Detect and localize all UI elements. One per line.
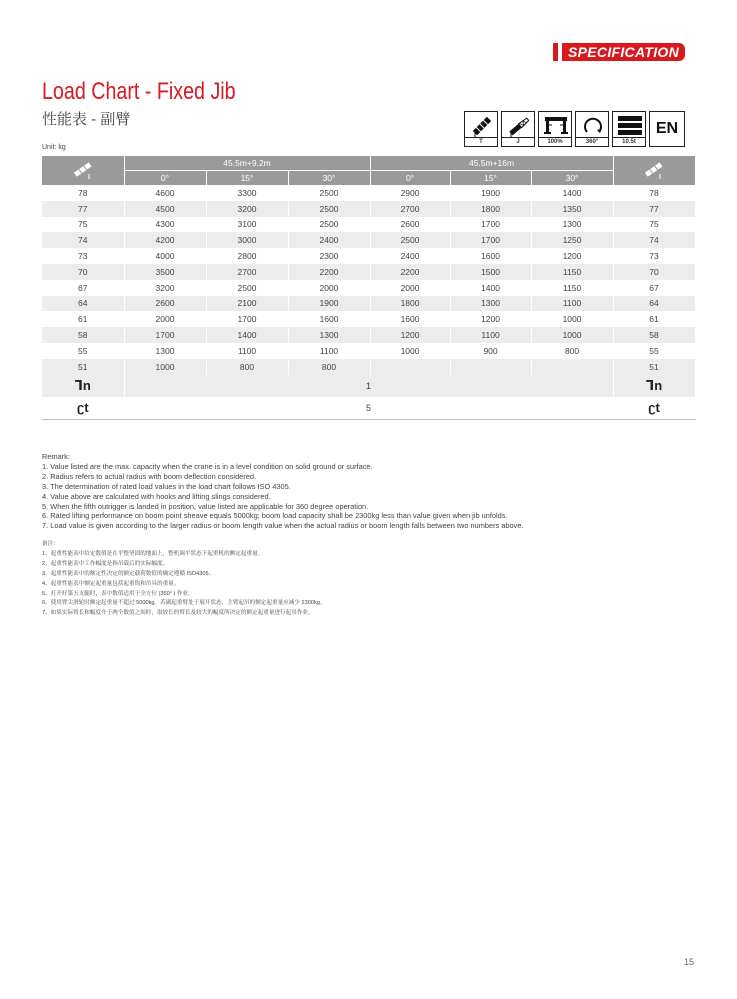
boom-angle-cell: 74: [613, 232, 695, 248]
load-cell: 1300: [450, 296, 531, 312]
load-cell: 1300: [531, 217, 613, 233]
boom-angle-header: [42, 156, 124, 185]
group-header-2: 45.5m+16m: [370, 156, 613, 171]
hook-reeving-icon: Ꞁn: [74, 377, 91, 393]
boom-angle-cell: 73: [42, 248, 124, 264]
icon-caption-outrigger: 100%: [539, 137, 571, 146]
angle-header: 0°: [124, 171, 206, 186]
load-cell: 2000: [288, 280, 370, 296]
table-row: [42, 201, 695, 217]
load-cell: 1700: [124, 327, 206, 343]
boom-angle-cell: 75: [42, 217, 124, 233]
angle-header: 15°: [450, 171, 531, 186]
boom-angle-cell: 73: [613, 248, 695, 264]
remark-item: 1. Value listed are the max. capacity when the crane is in a level condition on solid ground or surface.: [42, 461, 373, 471]
load-cell: [531, 359, 613, 375]
page-subtitle-cn: 性能表 - 副臂: [42, 111, 131, 128]
load-cell: 1300: [288, 327, 370, 343]
boom-angle-cell: 74: [42, 232, 124, 248]
load-cell: 4300: [124, 217, 206, 233]
table-row: [42, 311, 695, 327]
load-cell: 1300: [124, 343, 206, 359]
rotation-icon: [581, 114, 605, 138]
boom-angle-cell: 75: [613, 217, 695, 233]
table-header-row: [42, 156, 695, 171]
boom-angle-cell: 58: [613, 327, 695, 343]
load-cell: 2400: [288, 232, 370, 248]
boom-angle-cell: 78: [42, 185, 124, 201]
load-cell: 2000: [124, 311, 206, 327]
remark-item: 3. The determination of rated load values in the load chart follows ISO 4305.: [42, 481, 291, 491]
load-cell: 2300: [288, 248, 370, 264]
icon-caption-rotation: 360°: [576, 137, 608, 146]
remark-item: 2. Radius refers to actual radius with boom deflection considered.: [42, 471, 257, 481]
hook-weight-icon-cell: [42, 397, 124, 420]
remark-cn-item: 1、起重性能表中给定数值是在平整坚固的地面上，整机调平状态下起重机的额定起重量。: [42, 550, 264, 557]
boom-angle-header-right: [613, 156, 695, 185]
load-cell: 2900: [370, 185, 450, 201]
angle-header: 30°: [531, 171, 613, 186]
load-cell: 4200: [124, 232, 206, 248]
reeving-row: [42, 375, 695, 397]
remark-item: 6. Rated lifting performance on boom point sheave equals 5000kg; boom load capacity shall be 2300kg less than value given when jib unfolds.: [42, 511, 508, 521]
load-cell: [450, 359, 531, 375]
remark-cn-item: 4、起重性能表中额定起重量包括起重钩和吊具的重量。: [42, 580, 180, 587]
angle-header: 30°: [288, 171, 370, 186]
load-cell: 1100: [206, 343, 288, 359]
boom-angle-cell: 61: [613, 311, 695, 327]
load-cell: 1000: [531, 327, 613, 343]
load-cell: 1800: [450, 201, 531, 217]
load-cell: 1200: [531, 248, 613, 264]
load-cell: 1100: [288, 343, 370, 359]
unit-label: Unit: kg: [42, 144, 66, 151]
load-cell: 2100: [206, 296, 288, 312]
load-cell: 2500: [206, 280, 288, 296]
hook-weight-icon: ʗt: [76, 400, 89, 416]
remark-cn-item: 2、起重性能表中工作幅度是指吊载后的实际幅度。: [42, 560, 169, 567]
load-cell: 1150: [531, 280, 613, 296]
boom-angle-icon: [72, 160, 94, 180]
reeving-icon-cell: [42, 375, 124, 397]
section-tag-label: SPECIFICATION: [562, 43, 685, 61]
boom-angle-cell: 78: [613, 185, 695, 201]
boom-angle-cell: 64: [42, 296, 124, 312]
boom-angle-cell: 55: [613, 343, 695, 359]
hook-weight-icon: ʗt: [648, 400, 660, 416]
load-cell: 3500: [124, 264, 206, 280]
load-cell: 3200: [206, 201, 288, 217]
load-cell: 2200: [370, 264, 450, 280]
load-cell: 1100: [450, 327, 531, 343]
boom-angle-cell: 67: [42, 280, 124, 296]
load-cell: 3100: [206, 217, 288, 233]
load-cell: 1150: [531, 264, 613, 280]
table-row: [42, 232, 695, 248]
boom-angle-cell: 51: [613, 359, 695, 375]
telescopic-boom-icon: [470, 114, 494, 138]
load-cell: 1350: [531, 201, 613, 217]
icon-caption-t: T: [465, 137, 497, 146]
load-cell: 2500: [288, 217, 370, 233]
table-row: [42, 248, 695, 264]
counterweight-icon-box: [612, 111, 646, 147]
load-cell: 2800: [206, 248, 288, 264]
counterweight-icon: [618, 114, 642, 138]
load-cell: 1400: [206, 327, 288, 343]
load-cell: 1600: [450, 248, 531, 264]
boom-angle-cell: 77: [42, 201, 124, 217]
load-cell: 1100: [531, 296, 613, 312]
load-cell: 1600: [288, 311, 370, 327]
boom-angle-cell: 51: [42, 359, 124, 375]
load-cell: 3200: [124, 280, 206, 296]
load-cell: 1800: [370, 296, 450, 312]
jib-icon: [507, 114, 531, 138]
load-cell: 1000: [124, 359, 206, 375]
load-cell: 1000: [531, 311, 613, 327]
angle-header: 15°: [206, 171, 288, 186]
load-cell: 1700: [450, 217, 531, 233]
remark-item: 7. Load value is given according to the larger radius or boom length value when the actual radius or boom length falls between two numbers above.: [42, 521, 524, 531]
telescopic-boom-icon-box: [464, 111, 498, 147]
hook-weight-row: [42, 397, 695, 420]
section-tag: [553, 43, 685, 61]
boom-angle-cell: 77: [613, 201, 695, 217]
boom-angle-icon: [643, 160, 665, 180]
outrigger-icon: [544, 114, 568, 138]
load-cell: 3300: [206, 185, 288, 201]
jib-icon-box: [501, 111, 535, 147]
table-row: [42, 343, 695, 359]
load-cell: 2500: [370, 232, 450, 248]
load-cell: 4500: [124, 201, 206, 217]
load-cell: 1000: [370, 343, 450, 359]
icon-caption-counterweight: 10.5t: [613, 137, 645, 146]
remarks-cn: [42, 540, 325, 619]
load-cell: 2600: [370, 217, 450, 233]
load-cell: 800: [531, 343, 613, 359]
table-row: [42, 280, 695, 296]
load-cell: 2700: [206, 264, 288, 280]
table-row: [42, 327, 695, 343]
load-cell: 900: [450, 343, 531, 359]
load-cell: 1600: [370, 311, 450, 327]
table-row: [42, 217, 695, 233]
load-cell: 1700: [450, 232, 531, 248]
load-cell: 1900: [450, 185, 531, 201]
angle-header: 0°: [370, 171, 450, 186]
load-cell: 2500: [288, 201, 370, 217]
remark-item: 5. When the fifth outrigger is landed in position, value listed are applicable for 360 degree operation.: [42, 501, 369, 511]
hook-reeving-icon: Ꞁn: [645, 377, 663, 393]
load-cell: 1400: [450, 280, 531, 296]
page-title: Load Chart - Fixed Jib: [42, 78, 236, 105]
load-cell: 2500: [288, 185, 370, 201]
hook-weight-icon-cell-right: [613, 397, 695, 420]
reeving-icon-cell-right: [613, 375, 695, 397]
section-tag-bar: [553, 43, 558, 61]
load-chart-table: [42, 156, 696, 420]
boom-angle-cell: 67: [613, 280, 695, 296]
load-cell: 3000: [206, 232, 288, 248]
rotation-icon-box: [575, 111, 609, 147]
load-cell: 1200: [450, 311, 531, 327]
load-cell: 1700: [206, 311, 288, 327]
load-cell: 2200: [288, 264, 370, 280]
load-cell: 4600: [124, 185, 206, 201]
remark-cn-item: 7、如果实际臂长和幅度介于两个数值之间时，取较长的臂长及较大的幅度所决定的额定起重量进行起吊作业。: [42, 610, 314, 617]
load-cell: 4000: [124, 248, 206, 264]
remark-cn-item: 6、使用臂尖滑轮时额定起重量不超过 5000kg。若副起重臂处于展开状态，主臂起吊的额定起重量应减少 2300kg。: [42, 600, 326, 607]
load-cell: 1200: [370, 327, 450, 343]
condition-icons: [464, 111, 685, 147]
boom-angle-cell: 64: [613, 296, 695, 312]
remark-item: 4. Value above are calculated with hooks and lifting slings considered.: [42, 491, 271, 501]
load-cell: [370, 359, 450, 375]
load-cell: 2600: [124, 296, 206, 312]
boom-angle-cell: 61: [42, 311, 124, 327]
remarks-en: [42, 452, 524, 531]
load-cell: 2700: [370, 201, 450, 217]
icon-caption-j: J: [502, 137, 534, 146]
load-cell: 2400: [370, 248, 450, 264]
remark-cn-item: 5、打开好第五支腿时，表中数值适用于全方位 (360° ) 作业。: [42, 590, 194, 597]
load-cell: 1500: [450, 264, 531, 280]
table-row: [42, 185, 695, 201]
remark-cn-item: 3、起重性能表中的额定性决定的额定载荷数值的确定遵循 ISO4305。: [42, 570, 215, 577]
table-row: [42, 264, 695, 280]
language-badge: EN: [649, 111, 685, 147]
table-row: [42, 296, 695, 312]
boom-angle-cell: 70: [613, 264, 695, 280]
remarks-cn-heading: 备注：: [42, 541, 59, 547]
boom-angle-cell: 70: [42, 264, 124, 280]
boom-angle-cell: 58: [42, 327, 124, 343]
hook-weight-value: 5: [124, 397, 613, 420]
reeving-value: 1: [124, 375, 613, 397]
remarks-heading: Remark:: [42, 452, 70, 461]
load-cell: 800: [288, 359, 370, 375]
load-cell: 1250: [531, 232, 613, 248]
load-cell: 800: [206, 359, 288, 375]
boom-angle-cell: 55: [42, 343, 124, 359]
load-cell: 1900: [288, 296, 370, 312]
group-header-1: 45.5m+9.2m: [124, 156, 370, 171]
table-row: [42, 359, 695, 375]
load-cell: 2000: [370, 280, 450, 296]
load-cell: 1400: [531, 185, 613, 201]
outrigger-icon-box: [538, 111, 572, 147]
page-number: 15: [684, 957, 695, 967]
table-angle-row: [42, 171, 695, 186]
